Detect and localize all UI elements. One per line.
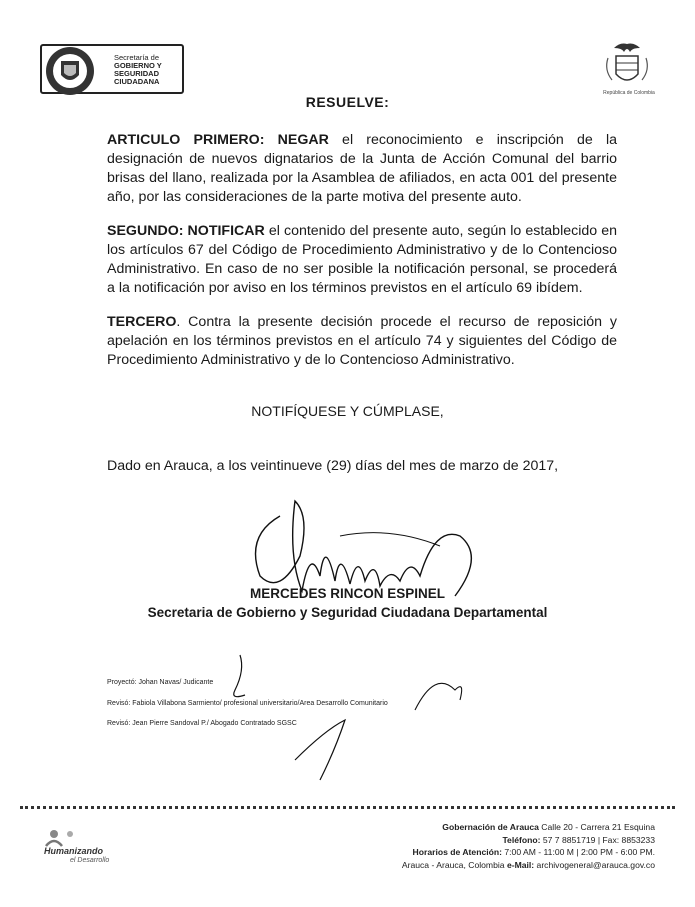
article-second-text: el contenido del presente auto, según lo establecido en los artículos 67 del Código de Procedimiento Administrativo y de lo Contencioso Administrativo. En caso de no ser posible la notificación personal, se procederá a la notificación por aviso en los términos previstos en el artículo 69 ibídem. — [107, 223, 617, 296]
footer-contact — [335, 821, 655, 871]
footer-address-line — [335, 821, 655, 834]
signer-name: MERCEDES RINCON ESPINEL — [249, 586, 446, 601]
article-second — [107, 222, 617, 298]
footer-divider — [20, 806, 675, 809]
article-first-text: el reconocimiento e inscripción de la designación de nuevos dignatarios de la Junta de Acción Comunal del barrio brisas del llano, realizada por la Asamblea de afiliados, en acta 001 del presente año, por las consideraciones de la parte motiva del presente auto. — [107, 132, 617, 205]
signer-title: Secretaria de Gobierno y Seguridad Ciudadana Departamental — [147, 605, 548, 620]
article-second-lead: SEGUNDO: NOTIFICAR — [107, 223, 265, 239]
logo-line-3: SEGURIDAD — [114, 69, 160, 78]
review-initials-scribble — [225, 650, 485, 790]
footer-phone-line — [335, 834, 655, 847]
article-third-text: . Contra la presente decisión procede el recurso de reposición y apelación en los términos previstos en el artículo 74 y siguientes del Código de Procedimiento Administrativo y de lo Contencioso Administrativo. — [107, 314, 617, 368]
notify-line: NOTIFÍQUESE Y CÚMPLASE, — [251, 403, 444, 419]
colombia-coat-of-arms-icon — [602, 40, 652, 92]
footer-phone: 57 7 8851719 | Fax: 8853233 — [540, 834, 655, 845]
page-title: RESUELVE: — [305, 94, 390, 110]
footer-email[interactable]: archivogeneral@arauca.gov.co — [534, 859, 655, 870]
logo-line-2: GOBIERNO Y — [114, 61, 162, 70]
footer-phone-label: Teléfono: — [502, 834, 541, 845]
review-line-1: Proyectó: Johan Navas/ Judicante — [107, 679, 214, 686]
logo-line-1: Secretaría de — [114, 53, 160, 62]
secretaria-seal-icon — [44, 45, 96, 97]
article-first-lead: ARTICULO PRIMERO: NEGAR — [107, 132, 329, 148]
review-line-3: Revisó: Jean Pierre Sandoval P./ Abogado Contratado SGSC — [107, 720, 297, 727]
article-first — [107, 131, 617, 207]
secretaria-logo-text — [114, 54, 180, 86]
footer-city: Arauca - Arauca, Colombia — [401, 859, 507, 870]
logo-line-4: CIUDADANA — [114, 77, 160, 86]
article-third-lead: TERCERO — [107, 314, 177, 330]
footer-hours-label: Horarios de Atención: — [412, 847, 502, 857]
footer-hours-line — [335, 846, 655, 859]
footer-org: Gobernación de Arauca — [442, 822, 539, 832]
article-third — [107, 313, 617, 370]
brand-sub: el Desarrollo — [70, 857, 110, 864]
footer-email-line — [335, 859, 655, 872]
footer-hours: 7:00 AM - 11:00 M | 2:00 PM - 6:00 PM. — [501, 847, 655, 857]
footer-address: Calle 20 - Carrera 21 Esquina — [538, 822, 655, 832]
review-line-2: Revisó: Fabiola Villabona Sarmiento/ profesional universitario/Area Desarrollo Comunitario — [107, 700, 388, 707]
coat-label: República de Colombia — [603, 90, 655, 96]
footer-email-label: e-Mail: — [506, 859, 535, 870]
date-line: Dado en Arauca, a los veintinueve (29) días del mes de marzo de 2017, — [107, 458, 559, 474]
brand-name: Humanizando — [44, 846, 104, 856]
